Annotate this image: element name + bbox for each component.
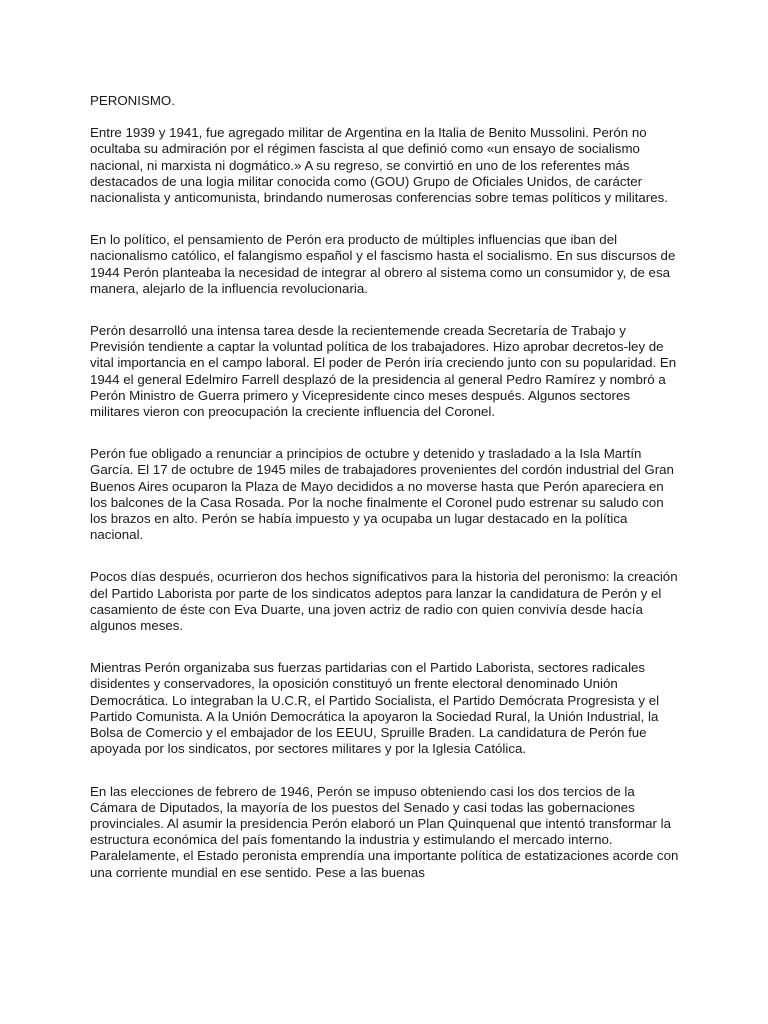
paragraph-6: Mientras Perón organizaba sus fuerzas partidarias con el Partido Laborista, sectores radicales disidentes y conservadores, la oposición constituyó un frente electoral denominado Unión Democrática. Lo integraban la U.C.R, el Partido Socialista, el Partido Demócrata Progresista y el Partido Comunista. A la Unión Democrática la apoyaron la Sociedad Rural, la Unión Industrial, la Bolsa de Comercio y el embajador de los EEUU, Spruille Braden. La candidatura de Perón fue apoyada por los sindicatos, por sectores militares y por la Iglesia Católica. — [90, 660, 660, 757]
document-title: PERONISMO. — [90, 93, 175, 108]
paragraph-7: En las elecciones de febrero de 1946, Perón se impuso obteniendo casi los dos tercios de la Cámara de Diputados, la mayoría de los puestos del Senado y casi todas las gobernaciones provinciales. Al asumir la presidencia Perón elaboró un Plan Quinquenal que intentó transformar la estructura económica del país fomentando la industria y estimulando el mercado interno. Paralelamente, el Estado peronista emprendía una importante política de estatizaciones acorde con una corriente mundial en ese sentido. Pese a las buenas — [90, 783, 679, 880]
paragraph-5: Pocos días después, ocurrieron dos hechos significativos para la historia del peronismo: la creación del Partido Laborista por parte de los sindicatos adeptos para lanzar la candidatura de Perón y el casamiento de éste con Eva Duarte, una joven actriz de radio con quien convivía desde hacía algunos meses. — [90, 569, 678, 634]
paragraph-1: Entre 1939 y 1941, fue agregado militar de Argentina en la Italia de Benito Mussolini. Perón no ocultaba su admiración por el régimen fascista al que definió como «un ensayo de socialismo nacional, ni marxista ni dogmático.» A su regreso, se convirtió en uno de los referentes más destacados de una logia militar conocida como (GOU) Grupo de Oficiales Unidos, de carácter nacionalista y anticomunista, brindando numerosas conferencias sobre temas políticos y militares. — [90, 125, 668, 206]
document-body — [90, 93, 680, 907]
paragraph-2: En lo político, el pensamiento de Perón era producto de múltiples influencias que iban del nacionalismo católico, el falangismo español y el fascismo hasta el socialismo. En sus discursos de 1944 Perón planteaba la necesidad de integrar al obrero al sistema como un consumidor y, de esa manera, alejarlo de la influencia revolucionaria. — [90, 232, 676, 296]
paragraph-4: Perón fue obligado a renunciar a principios de octubre y detenido y trasladado a la Isla Martín García. El 17 de octubre de 1945 miles de trabajadores provenientes del cordón industrial del Gran Buenos Aires ocuparon la Plaza de Mayo decididos a no moverse hasta que Perón apareciera en los balcones de la Casa Rosada. Por la noche finalmente el Coronel pudo estrenar su saludo con los brazos en alto. Perón se había impuesto y ya ocupaba un lugar destacado en la política nacional. — [90, 446, 674, 543]
paragraph-3: Perón desarrolló una intensa tarea desde la recientemende creada Secretaría de Trabajo y Previsión tendiente a captar la voluntad política de los trabajadores. Hizo aprobar decretos-ley de vital importancia en el campo laboral. El poder de Perón iría creciendo junto con su popularidad. En 1944 el general Edelmiro Farrell desplazó de la presidencia al general Pedro Ramírez y nombró a Perón Ministro de Guerra primero y Vicepresidente cinco meses después. Algunos sectores militares vieron con preocupación la creciente influencia del Coronel. — [90, 323, 677, 420]
